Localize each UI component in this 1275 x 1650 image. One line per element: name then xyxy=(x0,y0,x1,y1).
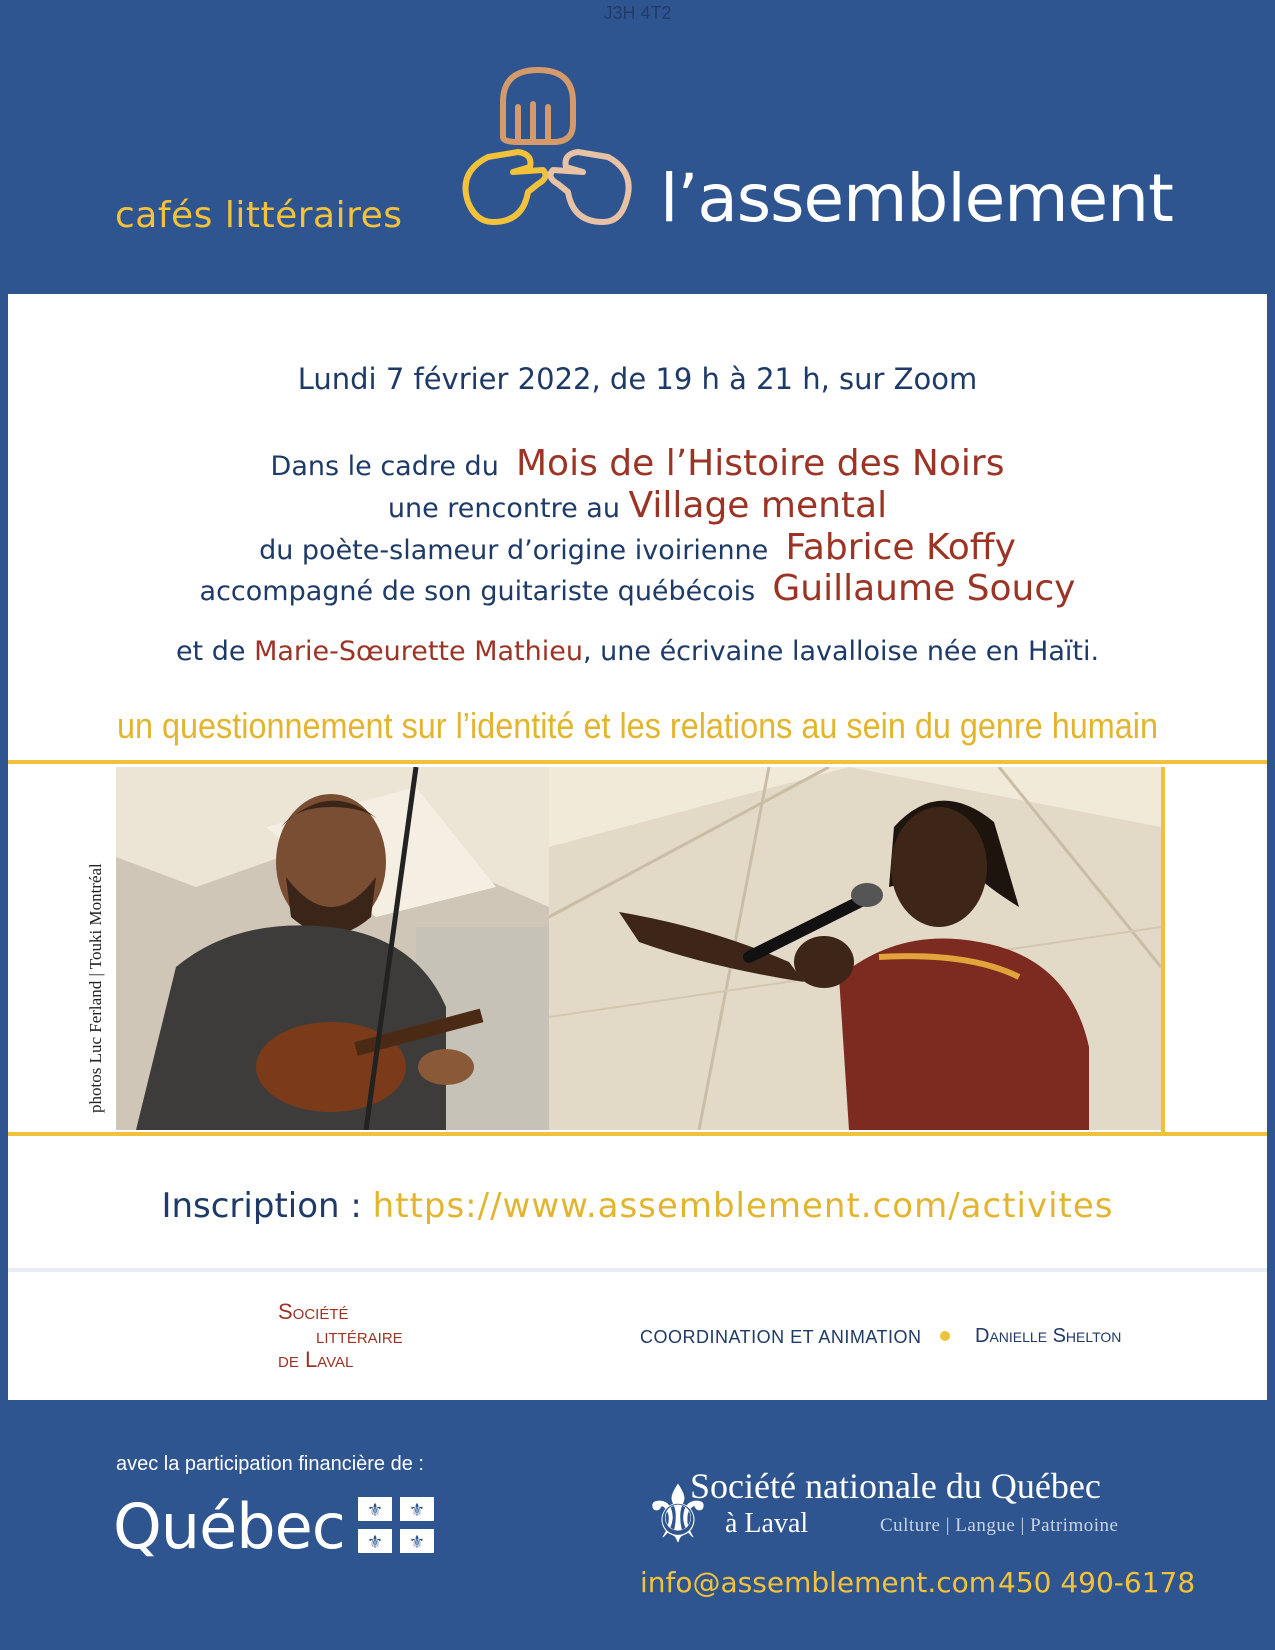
quebec-flag-icon xyxy=(358,1497,434,1553)
intro-text: accompagné de son guitariste québécois xyxy=(199,576,756,607)
intro-text: Dans le cadre du xyxy=(270,451,499,482)
svg-text:⚜: ⚜ xyxy=(366,1500,384,1521)
assemblement-wordmark: l’assemblement xyxy=(660,160,1173,237)
registration-line xyxy=(0,1186,1275,1226)
highlight-fabrice-koffy: Fabrice Koffy xyxy=(785,527,1016,568)
highlight-guillaume-soucy: Guillaume Soucy xyxy=(772,568,1076,609)
hands-logo-icon xyxy=(458,62,638,242)
tagline: un questionnement sur l’identité et les relations au sein du genre humain xyxy=(116,705,1159,746)
photo-guitarist xyxy=(116,767,549,1130)
intro-text: , une écrivaine lavalloise née en Haïti. xyxy=(582,636,1100,667)
intro-line-1 xyxy=(0,443,1275,484)
gold-divider xyxy=(8,1132,1267,1136)
highlight-marie-soeurette-mathieu: Marie-Sœurette Mathieu xyxy=(254,636,583,667)
postal-code: J3H 4T2 xyxy=(603,3,672,23)
contact-email[interactable]: info@assemblement.com xyxy=(640,1566,997,1599)
intro-line-3 xyxy=(0,527,1275,568)
slc-line-1: Société xyxy=(278,1299,349,1324)
intro-line-5 xyxy=(0,636,1275,667)
snq-name: Société nationale du Québec xyxy=(690,1466,1101,1506)
svg-text:⚜: ⚜ xyxy=(408,1500,426,1521)
gold-divider xyxy=(8,760,1267,764)
snq-tagline: Culture | Langue | Patrimoine xyxy=(880,1515,1119,1536)
cafes-litteraires-title: cafés littéraires xyxy=(115,195,403,236)
snq-region: à Laval xyxy=(725,1508,809,1539)
funding-label: avec la participation financière de : xyxy=(116,1453,424,1475)
svg-text:⚜: ⚜ xyxy=(366,1532,384,1553)
registration-link[interactable]: https://www.assemblement.com/activites xyxy=(372,1186,1114,1226)
intro-text: une rencontre au xyxy=(387,493,620,524)
highlight-black-history-month: Mois de l’Histoire des Noirs xyxy=(515,443,1005,484)
coordinator-name: Danielle Shelton xyxy=(975,1325,1122,1347)
slc-line-3: de Laval xyxy=(278,1347,354,1372)
intro-line-4 xyxy=(0,568,1275,609)
slc-line-2: littéraire xyxy=(316,1323,403,1348)
coordination-label: COORDINATION ET ANIMATION xyxy=(640,1327,922,1347)
bullet-dot-icon xyxy=(940,1331,950,1341)
contact-phone[interactable]: 450 490-6178 xyxy=(998,1566,1196,1599)
photo-slam-poet xyxy=(549,767,1161,1130)
photo-frame-edge xyxy=(1161,767,1165,1132)
quebec-wordmark: Québec xyxy=(113,1490,345,1563)
svg-text:⚜: ⚜ xyxy=(642,1468,714,1554)
event-date: Lundi 7 février 2022, de 19 h à 21 h, sur Zoom xyxy=(297,362,978,396)
highlight-village-mental: Village mental xyxy=(628,485,888,526)
photo-credit: photos Luc Ferland | Touki Montréal xyxy=(86,863,105,1113)
intro-text: et de xyxy=(175,636,246,667)
registration-label: Inscription : xyxy=(161,1186,362,1226)
svg-text:⚜: ⚜ xyxy=(408,1532,426,1553)
intro-line-2 xyxy=(0,485,1275,526)
societe-litteraire-laval-logo xyxy=(278,1300,403,1372)
intro-text: du poète-slameur d’origine ivoirienne xyxy=(259,535,769,566)
light-divider xyxy=(8,1268,1267,1272)
